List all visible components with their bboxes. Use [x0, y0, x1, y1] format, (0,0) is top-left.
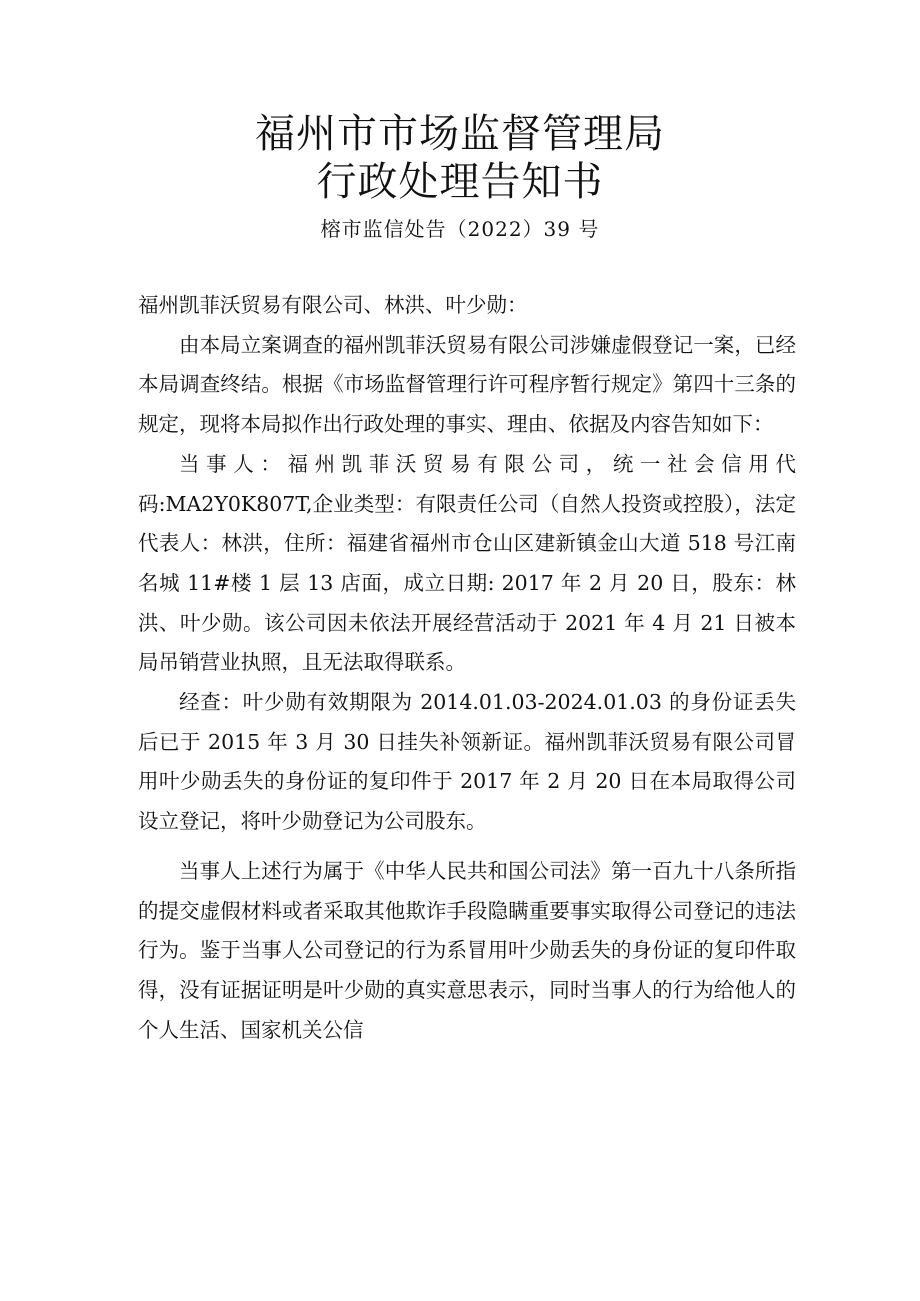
addressee: 福州凯菲沃贸易有限公司、林洪、叶少勋： — [138, 293, 528, 317]
document-body — [138, 286, 796, 1050]
document-title-line-1: 福州市市场监督管理局 — [255, 111, 665, 157]
paragraph-intro: 由本局立案调查的福州凯菲沃贸易有限公司涉嫌虚假登记一案，已经本局调查终结。根据《市场监督管理行许可程序暂行规定》第四十三条的规定，现将本局拟作出行政处理的事实、理由、依据及内容告知如下： — [138, 332, 796, 437]
document-title-line-2: 行政处理告知书 — [316, 159, 604, 205]
paragraph-legal-basis: 当事人上述行为属于《中华人民共和国公司法》第一百九十八条所指的提交虚假材料或者采取其他欺诈手段隐瞒重要事实取得公司登记的违法行为。鉴于当事人公司登记的行为系冒用叶少勋丢失的身份证的复印件取得，没有证据证明是叶少勋的真实意思表示，同时当事人的行为给他人的个人生活、国家机关公信 — [138, 858, 796, 1042]
document-number: 榕市监信处告（2022）39 号 — [320, 217, 600, 241]
paragraph-findings: 经查：叶少勋有效期限为 2014.01.03-2024.01.03 的身份证丢失后已于 2015 年 3 月 30 日挂失补领新证。福州凯菲沃贸易有限公司冒用叶少勋丢失的身份证的复印件于 2017 年 2 月 20 日在本局取得公司设立登记，将叶少勋登记为公司股东。 — [138, 690, 796, 834]
paragraph-party-info: 当事人：福州凯菲沃贸易有限公司，统一社会信用代码:MA2Y0K807T,企业类型：有限责任公司（自然人投资或控股），法定代表人：林洪，住所：福建省福州市仓山区建新镇金山大道 518 号江南名城 11#楼 1 层 13 店面，成立日期: 2017 年 2 月 20 日，股东：林洪、叶少勋。该公司因未依法开展经营活动于 2021 年 4 月 21 日被本局吊销营业执照，且无法取得联系。 — [138, 451, 796, 675]
